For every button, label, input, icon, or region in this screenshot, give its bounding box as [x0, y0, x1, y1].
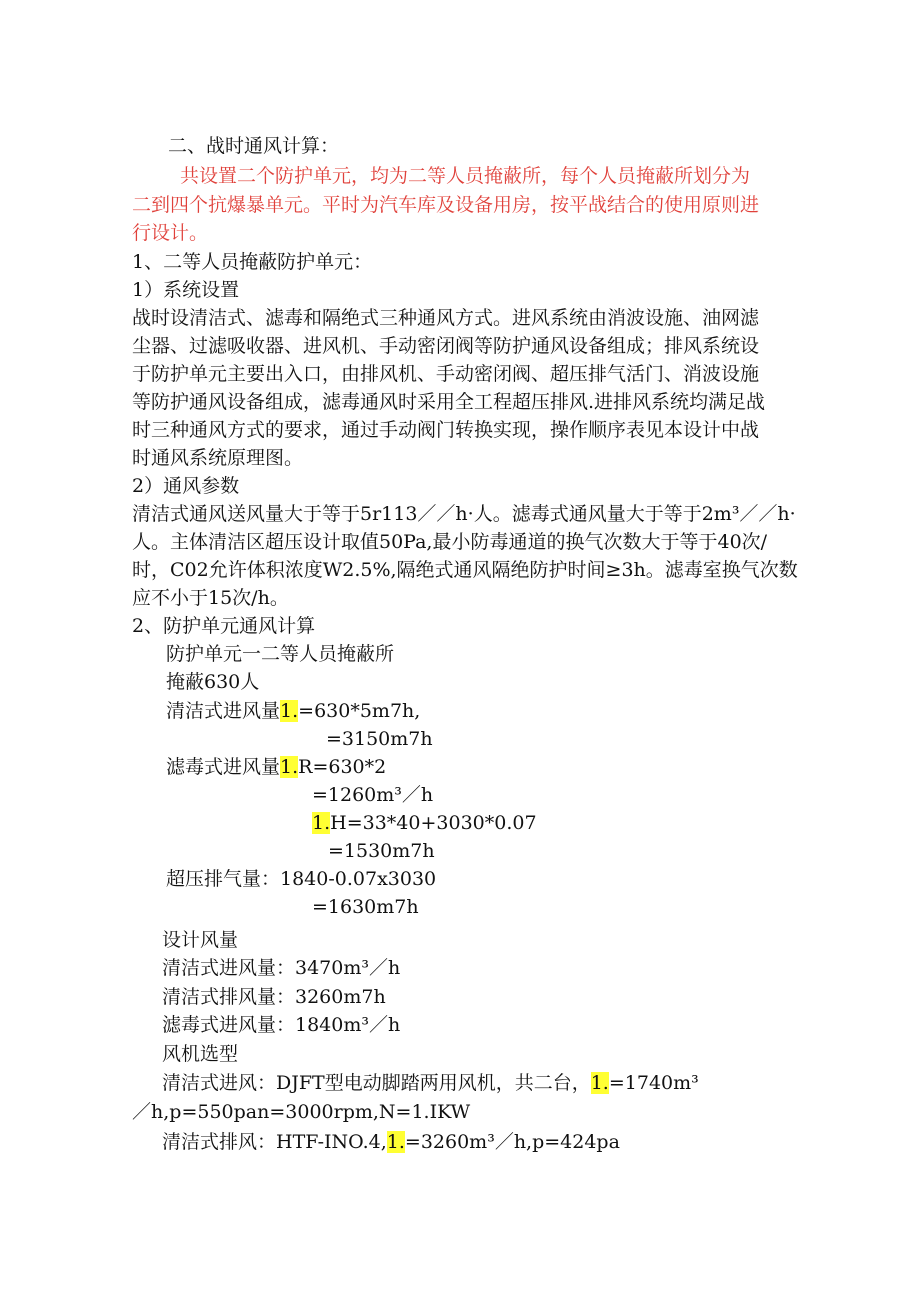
clean-intake-expr: =630*5m7h,	[298, 700, 421, 722]
design-title: 设计风量	[162, 929, 239, 951]
filter-h-result: =1530m7h	[328, 840, 435, 862]
params-line-4: 应不小于15次/h。	[132, 587, 289, 609]
overpressure-line: 超压排气量：1840-0.07x3030	[166, 868, 437, 890]
filter-intake-result: =1260m³／h	[312, 784, 434, 806]
highlight-mark: 1.	[386, 1131, 405, 1153]
highlight-mark: 1.	[280, 756, 299, 778]
heading-1-2: 2）通风参数	[132, 475, 240, 497]
filter-intake-line	[166, 755, 386, 779]
heading-2: 2、防护单元通风计算	[132, 615, 316, 637]
clean-intake-label: 清洁式进风量	[166, 700, 281, 722]
fan-clean-intake-cont: ／h,p=550pan=3000rpm,N=1.IKW	[132, 1101, 471, 1123]
params-line-2: 人。主体清洁区超压设计取值50Pa,最小防毒通道的换气次数大于等于40次/	[132, 531, 768, 553]
params-line-3: 时，C02允许体积浓度W2.5%,隔绝式通风隔绝防护时间≥3h。滤毒室换气次数	[132, 559, 798, 581]
system-line-3: 于防护单元主要出入口，由排风机、手动密闭阀、超压排气活门、消波设施	[132, 363, 760, 385]
filter-intake-label: 滤毒式进风量	[166, 756, 281, 778]
intro-line-1: 共设置二个防护单元，均为二等人员掩蔽所，每个人员掩蔽所划分为	[180, 165, 751, 187]
clean-intake-result: =3150m7h	[326, 728, 433, 750]
highlight-mark: 1.	[590, 1072, 609, 1094]
filter-h-expr: H=33*40+3030*0.07	[330, 812, 537, 834]
system-line-4: 等防护通风设备组成，滤毒通风时采用全工程超压排风.进排风系统均满足战	[132, 391, 766, 413]
unit-name: 防护单元一二等人员掩蔽所	[166, 643, 395, 665]
clean-intake-line	[166, 699, 420, 723]
fan-clean-exhaust-suffix: =3260m³／h,p=424pa	[404, 1131, 620, 1153]
fan-clean-intake-prefix: 清洁式进风：DJFT型电动脚踏两用风机，共二台，	[162, 1072, 591, 1094]
system-line-5: 时三种通风方式的要求，通过手动阀门转换实现，操作顺序表见本设计中战	[132, 419, 760, 441]
shelter-count: 掩蔽630人	[166, 671, 260, 693]
fan-clean-intake-suffix: =1740m³	[608, 1072, 699, 1094]
system-line-2: 尘器、过滤吸收器、进风机、手动密闭阀等防护通风设备组成；排风系统设	[132, 335, 760, 357]
filter-intake-expr: R=630*2	[298, 756, 387, 778]
fan-clean-exhaust-prefix: 清洁式排风：HTF-INO.4,	[162, 1131, 387, 1153]
heading-1: 1、二等人员掩蔽防护单元：	[132, 251, 373, 273]
design-clean-exhaust: 清洁式排风量：3260m7h	[162, 986, 386, 1008]
filter-h-line	[312, 811, 537, 835]
fan-clean-intake-line	[162, 1071, 699, 1095]
section-heading: 二、战时通风计算：	[168, 135, 340, 157]
fan-clean-exhaust-line	[162, 1130, 620, 1154]
intro-line-3: 行设计。	[132, 222, 209, 244]
system-line-1: 战时设清洁式、滤毒和隔绝式三种通风方式。进风系统由消波设施、油网滤	[132, 307, 760, 329]
heading-1-1: 1）系统设置	[132, 279, 240, 301]
design-clean-intake: 清洁式进风量：3470m³／h	[162, 957, 401, 979]
highlight-mark: 1.	[312, 812, 331, 834]
design-filter-intake: 滤毒式进风量：1840m³／h	[162, 1014, 401, 1036]
fan-title: 风机选型	[162, 1043, 239, 1065]
overpressure-result: =1630m7h	[312, 896, 419, 918]
highlight-mark: 1.	[280, 700, 299, 722]
system-line-6: 时通风系统原理图。	[132, 447, 304, 469]
params-line-1: 清洁式通风送风量大于等于5r113／／h·人。滤毒式通风量大于等于2m³／／h·	[132, 503, 796, 525]
intro-line-2: 二到四个抗爆暴单元。平时为汽车库及设备用房，按平战结合的使用原则进	[132, 194, 760, 216]
